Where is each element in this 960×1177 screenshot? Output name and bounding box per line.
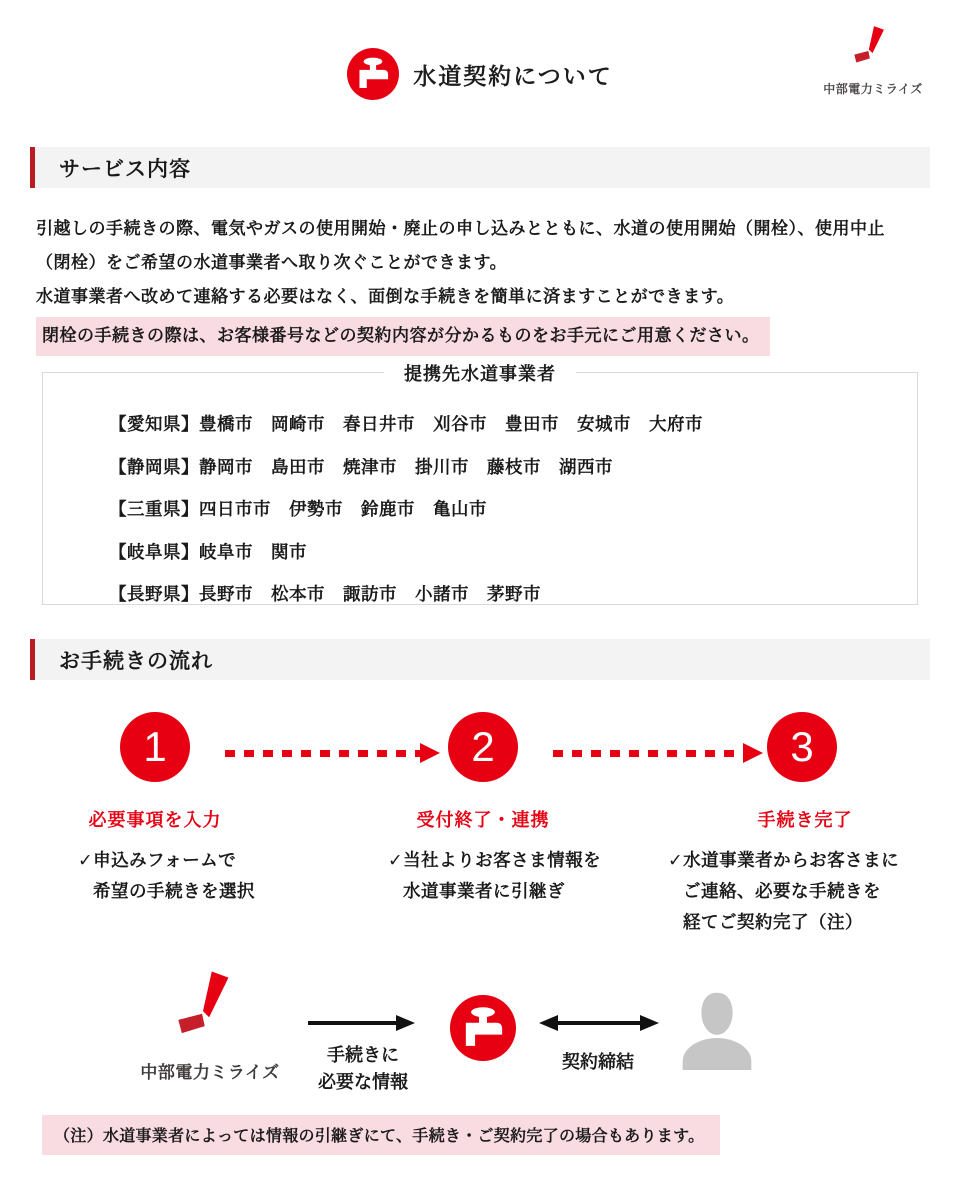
step-2-title: 受付終了・連携 — [416, 810, 550, 830]
step-desc-line: 経てご契約完了（注） — [683, 912, 863, 932]
service-description — [36, 212, 932, 356]
section-header-flow — [30, 639, 930, 680]
partner-row-aichi: 【愛知県】豊橋市 岡崎市 春日井市 刈谷市 豊田市 安城市 大府市 — [109, 414, 703, 434]
step-number: 3 — [790, 723, 814, 770]
step-2-circle — [448, 712, 518, 782]
step-desc-line: ご連絡、必要な手続きを — [683, 881, 881, 901]
company-logo-text: 中部電力ミライズ — [823, 82, 923, 96]
label-line: 必要な情報 — [318, 1072, 408, 1092]
step-1-circle — [120, 712, 190, 782]
double-arrow-icon — [538, 1014, 660, 1032]
step-2-description — [388, 845, 601, 907]
company-logo-large — [120, 968, 300, 1083]
miraiz-logo-mark-icon — [847, 24, 899, 76]
dashed-arrow-icon — [225, 743, 440, 763]
partner-row-nagano: 【長野県】長野市 松本市 諏訪市 小諸市 茅野市 — [109, 584, 541, 604]
step-desc-line: 希望の手続きを選択 — [93, 881, 255, 901]
dashed-arrow-icon — [553, 743, 763, 763]
step-number: 1 — [143, 723, 167, 770]
partner-row-mie: 【三重県】四日市市 伊勢市 鈴鹿市 亀山市 — [109, 499, 487, 519]
company-logo-text: 中部電力ミライズ — [140, 1063, 280, 1082]
partner-utilities-list — [43, 373, 917, 616]
step-1-title: 必要事項を入力 — [88, 810, 222, 830]
faucet-icon — [450, 995, 516, 1061]
partner-row-gifu: 【岐阜県】岐阜市 関市 — [109, 541, 307, 562]
page-title: 水道契約について — [413, 62, 613, 89]
step-number: 2 — [471, 723, 495, 770]
step-3-circle — [767, 712, 837, 782]
company-logo — [818, 24, 928, 97]
partner-utilities-box — [42, 364, 918, 605]
section-heading-text: お手続きの流れ — [59, 649, 213, 673]
step-1-description — [78, 845, 255, 907]
page-header — [0, 48, 960, 100]
step-desc-line: ✓当社よりお客さま情報を — [388, 850, 602, 870]
contract-label: 契約締結 — [562, 1052, 634, 1072]
section-heading-text: サービス内容 — [59, 157, 191, 181]
step-desc-line: 水道事業者に引継ぎ — [403, 881, 565, 901]
label-line: 手続きに — [327, 1045, 399, 1065]
step-3-title: 手続き完了 — [757, 810, 853, 830]
info-transfer-label — [288, 1042, 438, 1096]
person-icon — [678, 987, 756, 1071]
description-line: 水道事業者へ改めて連絡する必要はなく、面倒な手続きを簡単に済ますことができます。 — [36, 287, 735, 306]
partner-row-shizuoka: 【静岡県】静岡市 島田市 焼津市 掛川市 藤枝市 湖西市 — [109, 456, 613, 477]
miraiz-logo-mark-icon — [166, 968, 254, 1056]
partner-box-legend: 提携先水道事業者 — [384, 360, 576, 386]
highlight-notice: 閉栓の手続きの際は、お客様番号などの契約内容が分かるものをお手元にご用意ください。 — [36, 317, 770, 356]
section-header-service — [30, 147, 930, 188]
faucet-icon — [347, 48, 399, 100]
right-arrow-icon — [308, 1014, 416, 1032]
step-desc-line: ✓申込みフォームで — [78, 850, 237, 870]
step-3-description — [668, 845, 899, 938]
footnote: （注）水道事業者によっては情報の引継ぎにて、手続き・ご契約完了の場合もあります。 — [42, 1115, 720, 1155]
description-line: 引越しの手続きの際、電気やガスの使用開始・廃止の申し込みとともに、水道の使用開始（開栓）、使用中止 — [36, 219, 885, 238]
step-desc-line: ✓水道事業者からお客さまに — [668, 850, 900, 870]
description-line: （閉栓）をご希望の水道事業者へ取り次ぐことができます。 — [36, 253, 508, 272]
